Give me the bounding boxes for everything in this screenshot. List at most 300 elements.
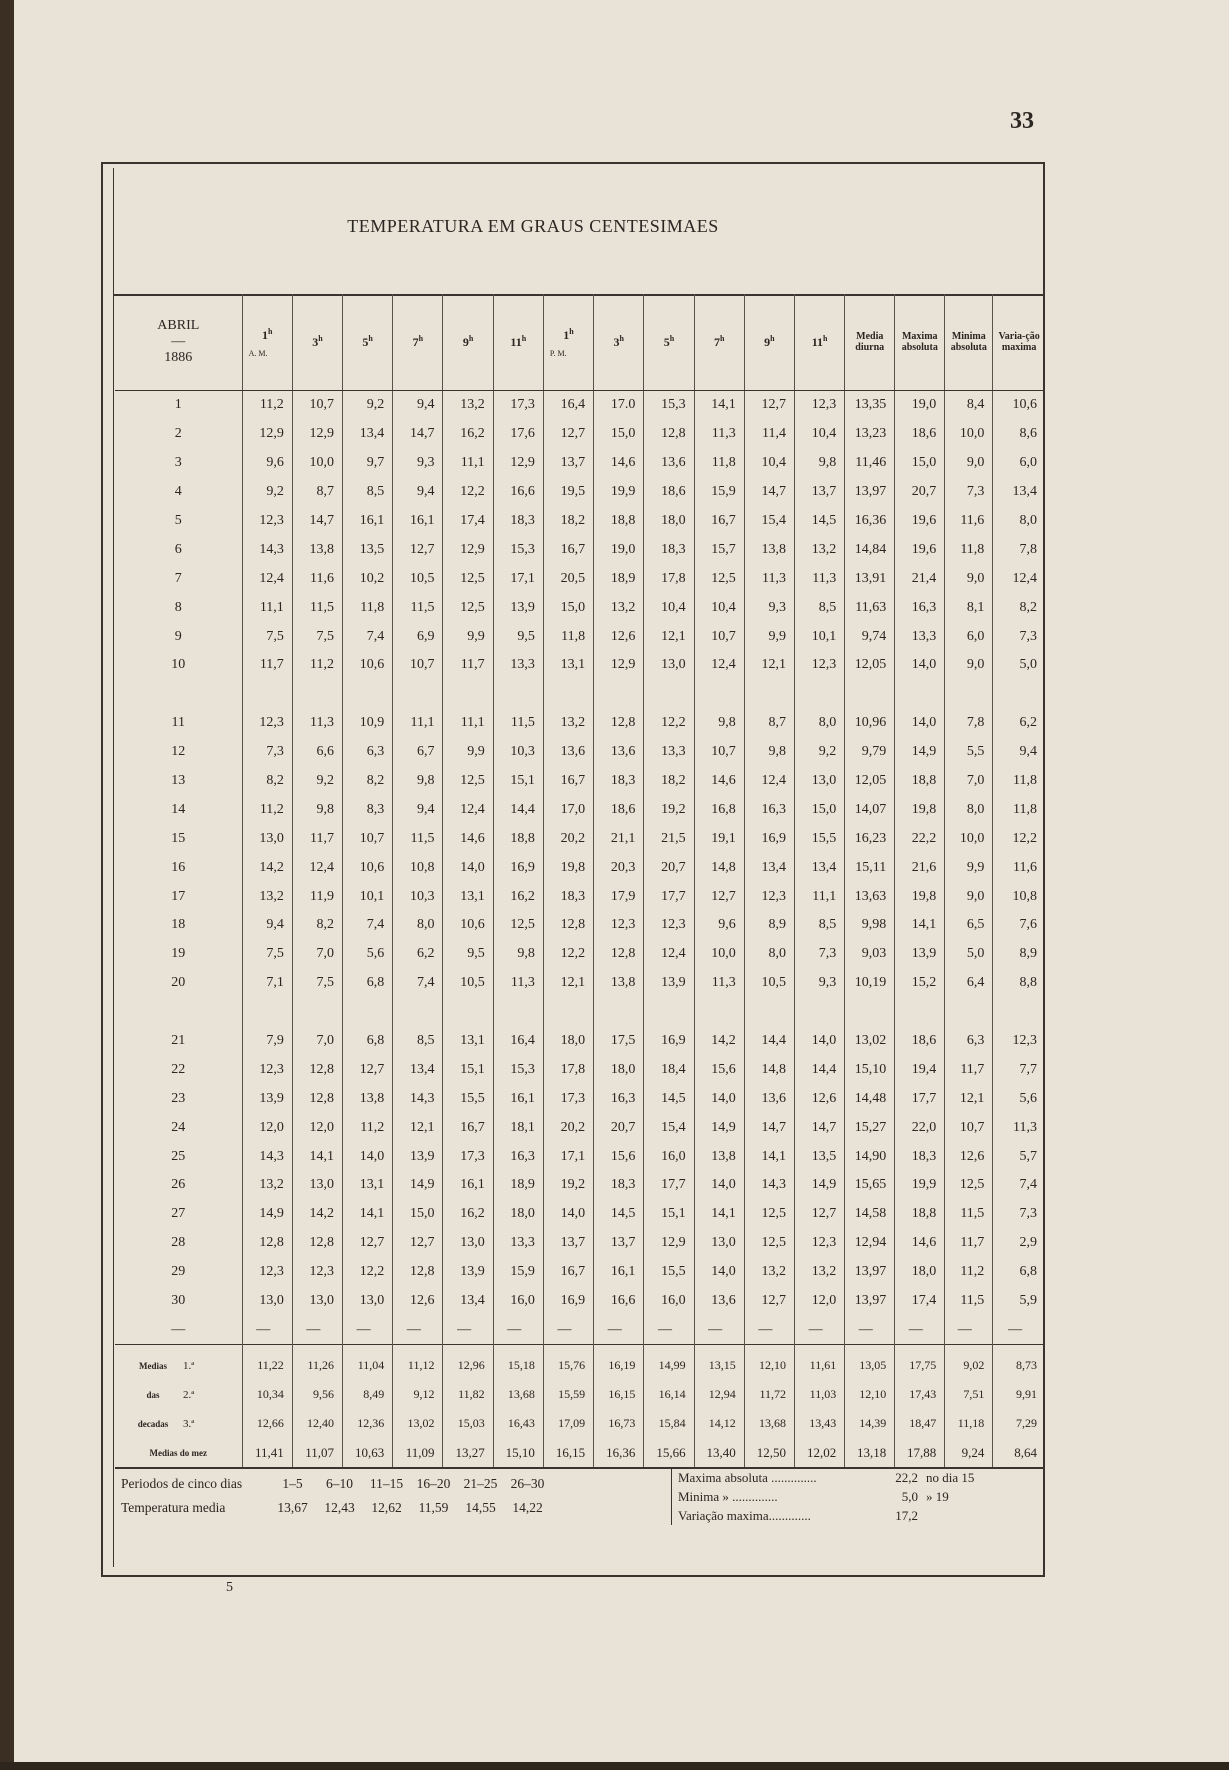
- value-cell: 18,1: [493, 1113, 543, 1142]
- day-cell: 28: [171, 1235, 186, 1251]
- value-cell: 21,6: [895, 853, 945, 882]
- value-cell: 20,5: [543, 564, 593, 593]
- value-cell: 9,9: [443, 738, 493, 767]
- value-cell: 12,8: [393, 1258, 443, 1287]
- period-range: 21–25: [463, 1476, 498, 1491]
- value-cell: 13,63: [845, 882, 895, 911]
- value-cell: 16,2: [493, 882, 543, 911]
- value-cell: 7,3: [945, 478, 993, 507]
- page-title: TEMPERATURA EM GRAUS CENTESIMAES: [347, 216, 719, 236]
- value-cell: 16,3: [744, 795, 794, 824]
- table-frame: [101, 162, 1045, 1577]
- period-temperatures: [269, 1496, 551, 1520]
- hour-suffix: h: [418, 334, 424, 343]
- value-cell: 5,6: [993, 1084, 1045, 1113]
- decade-value-cell: 11,61: [795, 1345, 845, 1380]
- value-cell: 14,84: [845, 535, 895, 564]
- value-cell: 10,0: [292, 449, 342, 478]
- page-bottom-edge: [0, 1762, 1229, 1770]
- value-cell: 12,05: [845, 767, 895, 796]
- value-cell: 17,9: [594, 882, 644, 911]
- value-cell: 18,8: [895, 1200, 945, 1229]
- value-cell: 18,8: [895, 767, 945, 796]
- value-cell: 14,0: [543, 1200, 593, 1229]
- value-cell: 12,7: [744, 391, 794, 420]
- value-cell: 9,79: [845, 738, 895, 767]
- value-cell: 11,6: [292, 564, 342, 593]
- decade-label-word: das: [146, 1389, 160, 1400]
- value-cell: 19,2: [644, 795, 694, 824]
- value-cell: 12,7: [343, 1229, 393, 1258]
- monthly-extremes: [671, 1468, 974, 1525]
- signature-number: 5: [226, 1580, 233, 1595]
- value-cell: 20,2: [543, 824, 593, 853]
- value-cell: 13,2: [242, 882, 292, 911]
- month-mean-cell: 11,09: [393, 1438, 443, 1468]
- extreme-value: 22,2: [895, 1470, 918, 1485]
- value-cell: 13,1: [343, 1171, 393, 1200]
- value-cell: 18,0: [493, 1200, 543, 1229]
- value-cell: 15,4: [744, 507, 794, 536]
- value-cell: 14,0: [895, 709, 945, 738]
- hour-suffix: h: [521, 334, 527, 343]
- value-cell: 18,0: [895, 1258, 945, 1287]
- value-cell: 14,3: [242, 1142, 292, 1171]
- spacer-cell: [343, 998, 393, 1027]
- value-cell: 14,0: [694, 1258, 744, 1287]
- value-cell: 14,1: [694, 391, 744, 420]
- table-body: [115, 391, 1045, 1468]
- header-hour-4: [393, 294, 443, 391]
- value-cell: 12,2: [343, 1258, 393, 1287]
- value-cell: 14,7: [744, 1113, 794, 1142]
- spacer-cell: [744, 998, 794, 1027]
- spacer-cell: [795, 680, 845, 709]
- day-cell: 13: [171, 773, 186, 789]
- value-cell: 9,0: [945, 449, 993, 478]
- value-cell: 12,2: [644, 709, 694, 738]
- decade-value-cell: 9,56: [292, 1380, 342, 1409]
- hour-suffix: h: [770, 334, 775, 343]
- value-cell: 11,5: [945, 1287, 993, 1316]
- value-cell: 13,7: [795, 478, 845, 507]
- value-cell: 11,3: [795, 564, 845, 593]
- spacer-cell: [694, 680, 744, 709]
- value-cell: 17.0: [594, 391, 644, 420]
- spacer-cell: [543, 680, 593, 709]
- value-cell: 17,1: [543, 1142, 593, 1171]
- spacer-cell: [945, 680, 993, 709]
- spacer-cell: [594, 998, 644, 1027]
- value-cell: 13,0: [242, 824, 292, 853]
- book-binding-edge: [0, 0, 14, 1770]
- value-cell: 8,7: [744, 709, 794, 738]
- decade-value-cell: 7,29: [993, 1409, 1045, 1438]
- value-cell: 13,0: [795, 767, 845, 796]
- value-cell: 7,5: [292, 969, 342, 998]
- value-cell: 10,1: [343, 882, 393, 911]
- value-cell: 12,2: [443, 478, 493, 507]
- dash-cell: —: [694, 1316, 744, 1345]
- spacer-cell: [115, 998, 242, 1027]
- spacer-cell: [945, 998, 993, 1027]
- value-cell: 13,0: [343, 1287, 393, 1316]
- value-cell: 15,65: [845, 1171, 895, 1200]
- header-hour-2: [292, 294, 342, 391]
- value-cell: 12,1: [744, 651, 794, 680]
- spacer-cell: [443, 680, 493, 709]
- dash-cell: —: [343, 1316, 393, 1345]
- header-hour-12: [795, 294, 845, 391]
- value-cell: 6,4: [945, 969, 993, 998]
- value-cell: 12,1: [644, 622, 694, 651]
- value-cell: 15,1: [493, 767, 543, 796]
- value-cell: 11,3: [744, 564, 794, 593]
- value-cell: 8,9: [993, 940, 1045, 969]
- spacer-cell: [242, 680, 292, 709]
- value-cell: 13,4: [343, 420, 393, 449]
- value-cell: 9,4: [993, 738, 1045, 767]
- value-cell: 10,7: [292, 391, 342, 420]
- value-cell: 14,3: [393, 1084, 443, 1113]
- value-cell: 11,3: [694, 420, 744, 449]
- day-cell: 23: [171, 1090, 186, 1106]
- value-cell: 14,9: [242, 1200, 292, 1229]
- value-cell: 12,5: [945, 1171, 993, 1200]
- value-cell: 19,2: [543, 1171, 593, 1200]
- value-cell: 13,9: [393, 1142, 443, 1171]
- value-cell: 9,5: [443, 940, 493, 969]
- day-cell: 20: [171, 975, 186, 991]
- page-number: 33: [1010, 108, 1034, 134]
- header-hour-3: [343, 294, 393, 391]
- header-hour-11: [744, 294, 794, 391]
- value-cell: 14,9: [795, 1171, 845, 1200]
- value-cell: 7,8: [945, 709, 993, 738]
- value-cell: 15,5: [644, 1258, 694, 1287]
- inner-border-line: [113, 168, 114, 1567]
- value-cell: 12,7: [795, 1200, 845, 1229]
- value-cell: 16,1: [393, 507, 443, 536]
- value-cell: 15,1: [443, 1055, 493, 1084]
- value-cell: 10,5: [393, 564, 443, 593]
- spacer-cell: [993, 680, 1045, 709]
- value-cell: 13,9: [443, 1258, 493, 1287]
- value-cell: 12,5: [744, 1200, 794, 1229]
- value-cell: 12,3: [242, 709, 292, 738]
- table-row: [115, 1142, 1045, 1171]
- spacer-cell: [845, 998, 895, 1027]
- value-cell: 5,5: [945, 738, 993, 767]
- decade-value-cell: 11,04: [343, 1345, 393, 1380]
- day-cell: 11: [171, 715, 186, 731]
- value-cell: 11,5: [393, 593, 443, 622]
- period-temperature: 14,22: [512, 1500, 543, 1515]
- value-cell: 12,8: [292, 1229, 342, 1258]
- value-cell: 13,3: [644, 738, 694, 767]
- value-cell: 5,0: [945, 940, 993, 969]
- header-media-diurna: Media diurna: [845, 294, 895, 391]
- day-cell: 26: [171, 1177, 186, 1193]
- value-cell: 12,9: [443, 535, 493, 564]
- day-cell: 3: [174, 455, 182, 471]
- period-range: 26–30: [510, 1476, 545, 1491]
- value-cell: 10,5: [443, 969, 493, 998]
- table-row: [115, 853, 1045, 882]
- value-cell: 12,6: [594, 622, 644, 651]
- period-temperature: 13,67: [277, 1500, 308, 1515]
- spacer-cell: [795, 998, 845, 1027]
- decade-value-cell: 16,15: [594, 1380, 644, 1409]
- month-mean-cell: 11,07: [292, 1438, 342, 1468]
- value-cell: 10,0: [945, 824, 993, 853]
- value-cell: 16,0: [493, 1287, 543, 1316]
- value-cell: 14,07: [845, 795, 895, 824]
- decade-ordinal: 2.ª: [183, 1388, 195, 1401]
- table-row: [115, 1113, 1045, 1142]
- value-cell: 9,03: [845, 940, 895, 969]
- value-cell: 14,2: [242, 853, 292, 882]
- hour-suffix: h: [318, 334, 323, 343]
- header-hour-8: [594, 294, 644, 391]
- value-cell: 15,0: [594, 420, 644, 449]
- decade-value-cell: 13,68: [493, 1380, 543, 1409]
- value-cell: 10,7: [694, 622, 744, 651]
- value-cell: 12,8: [644, 420, 694, 449]
- value-cell: 16,6: [594, 1287, 644, 1316]
- value-cell: 14,5: [594, 1200, 644, 1229]
- extreme-detail: no dia 15: [926, 1470, 975, 1485]
- value-cell: 13,6: [644, 449, 694, 478]
- value-cell: 12,5: [443, 593, 493, 622]
- value-cell: 13,02: [845, 1027, 895, 1056]
- value-cell: 6,8: [343, 969, 393, 998]
- value-cell: 10,9: [343, 709, 393, 738]
- period-temperature: 12,62: [371, 1500, 402, 1515]
- value-cell: 14,2: [694, 1027, 744, 1056]
- value-cell: 17,8: [543, 1055, 593, 1084]
- value-cell: 12,9: [644, 1229, 694, 1258]
- period-range: 16–20: [416, 1476, 451, 1491]
- value-cell: 14,1: [895, 911, 945, 940]
- table-row: [115, 507, 1045, 536]
- value-cell: 14,9: [393, 1171, 443, 1200]
- value-cell: 13,23: [845, 420, 895, 449]
- dash-cell: —: [493, 1316, 543, 1345]
- five-day-periods: [121, 1472, 551, 1520]
- period-ranges: [269, 1472, 551, 1496]
- value-cell: 14,3: [242, 535, 292, 564]
- extreme-value: 17,2: [895, 1508, 918, 1523]
- day-cell: 14: [171, 801, 186, 817]
- value-cell: 19,8: [543, 853, 593, 882]
- value-cell: 7,3: [993, 622, 1045, 651]
- table-row: [115, 1171, 1045, 1200]
- value-cell: 6,0: [945, 622, 993, 651]
- value-cell: 10,4: [744, 449, 794, 478]
- value-cell: 13,8: [594, 969, 644, 998]
- decade-value-cell: 11,26: [292, 1345, 342, 1380]
- value-cell: 22,2: [895, 824, 945, 853]
- value-cell: 16,3: [895, 593, 945, 622]
- value-cell: 11,7: [292, 824, 342, 853]
- value-cell: 12,5: [443, 564, 493, 593]
- value-cell: 11,63: [845, 593, 895, 622]
- value-cell: 14,5: [795, 507, 845, 536]
- value-cell: 11,1: [795, 882, 845, 911]
- value-cell: 13,1: [443, 882, 493, 911]
- value-cell: 12,5: [694, 564, 744, 593]
- value-cell: 11,1: [443, 449, 493, 478]
- day-cell: 9: [174, 628, 182, 644]
- table-row: [115, 969, 1045, 998]
- value-cell: 7,4: [993, 1171, 1045, 1200]
- value-cell: 14,3: [744, 1171, 794, 1200]
- spacer-cell: [644, 680, 694, 709]
- day-cell: 30: [171, 1293, 186, 1309]
- decade-value-cell: 15,03: [443, 1409, 493, 1438]
- month-mean-cell: 13,40: [694, 1438, 744, 1468]
- value-cell: 14,1: [744, 1142, 794, 1171]
- value-cell: 11,5: [945, 1200, 993, 1229]
- value-cell: 12,7: [744, 1287, 794, 1316]
- value-cell: 19,9: [594, 478, 644, 507]
- value-cell: 14,58: [845, 1200, 895, 1229]
- decade-mean-row: [115, 1345, 1045, 1380]
- value-cell: 18,0: [594, 1055, 644, 1084]
- value-cell: 13,9: [895, 940, 945, 969]
- value-cell: 11,6: [993, 853, 1045, 882]
- value-cell: 11,1: [242, 593, 292, 622]
- value-cell: 11,7: [945, 1229, 993, 1258]
- value-cell: 12,9: [242, 420, 292, 449]
- period-temperature: 12,43: [324, 1500, 355, 1515]
- table-row: [115, 1084, 1045, 1113]
- decade-value-cell: 18,47: [895, 1409, 945, 1438]
- value-cell: 14,0: [694, 1084, 744, 1113]
- decade-value-cell: 11,82: [443, 1380, 493, 1409]
- value-cell: 16,6: [493, 478, 543, 507]
- value-cell: 8,2: [292, 911, 342, 940]
- value-cell: 10,4: [644, 593, 694, 622]
- spacer-cell: [292, 680, 342, 709]
- decade-value-cell: 12,94: [694, 1380, 744, 1409]
- spacer-cell: [292, 998, 342, 1027]
- value-cell: 8,5: [393, 1027, 443, 1056]
- header-hour-1: [242, 294, 292, 391]
- day-cell: 25: [171, 1148, 186, 1164]
- value-cell: 9,9: [744, 622, 794, 651]
- hour-suffix: h: [719, 334, 725, 343]
- value-cell: 10,8: [393, 853, 443, 882]
- dash-cell: —: [292, 1316, 342, 1345]
- value-cell: 17,3: [543, 1084, 593, 1113]
- value-cell: 12,3: [993, 1027, 1045, 1056]
- spacer-cell: [845, 680, 895, 709]
- value-cell: 15,27: [845, 1113, 895, 1142]
- value-cell: 11,6: [945, 507, 993, 536]
- value-cell: 12,7: [393, 535, 443, 564]
- value-cell: 18,4: [644, 1055, 694, 1084]
- value-cell: 13,4: [393, 1055, 443, 1084]
- value-cell: 12,8: [292, 1055, 342, 1084]
- value-cell: 8,7: [292, 478, 342, 507]
- spacer-cell: [694, 998, 744, 1027]
- value-cell: 12,3: [744, 882, 794, 911]
- month-mean-cell: 15,10: [493, 1438, 543, 1468]
- value-cell: 13,0: [292, 1171, 342, 1200]
- value-cell: 18,6: [644, 478, 694, 507]
- value-cell: 12,9: [493, 449, 543, 478]
- day-cell: 18: [171, 917, 186, 933]
- hour-label: 5: [362, 335, 369, 349]
- value-cell: 16,36: [845, 507, 895, 536]
- value-cell: 11,3: [292, 709, 342, 738]
- value-cell: 8,9: [744, 911, 794, 940]
- month-mean-row: [115, 1438, 1045, 1468]
- extreme-label: Variação maxima.............: [678, 1508, 811, 1523]
- value-cell: 14,7: [795, 1113, 845, 1142]
- value-cell: 16,1: [443, 1171, 493, 1200]
- value-cell: 17,6: [493, 420, 543, 449]
- value-cell: 12,5: [493, 911, 543, 940]
- month-label: ABRIL: [157, 318, 200, 333]
- value-cell: 16,1: [594, 1258, 644, 1287]
- value-cell: 18,6: [594, 795, 644, 824]
- value-cell: 12,6: [393, 1287, 443, 1316]
- value-cell: 8,0: [993, 507, 1045, 536]
- day-cell: 27: [171, 1206, 186, 1222]
- value-cell: 12,8: [594, 940, 644, 969]
- value-cell: 16,7: [694, 507, 744, 536]
- extreme-detail: [918, 1506, 926, 1525]
- value-cell: 15,2: [895, 969, 945, 998]
- value-cell: 9,2: [343, 391, 393, 420]
- spacer-cell: [493, 680, 543, 709]
- value-cell: 11,8: [694, 449, 744, 478]
- value-cell: 13,2: [242, 1171, 292, 1200]
- decade-value-cell: 13,43: [795, 1409, 845, 1438]
- value-cell: 7,7: [993, 1055, 1045, 1084]
- value-cell: 11,2: [945, 1258, 993, 1287]
- value-cell: 14,90: [845, 1142, 895, 1171]
- table-row: [115, 824, 1045, 853]
- extreme-detail: » 19: [926, 1489, 949, 1504]
- value-cell: 12,8: [543, 911, 593, 940]
- hour-label: 3: [613, 335, 620, 349]
- header-hour-10: [694, 294, 744, 391]
- value-cell: 8,6: [993, 420, 1045, 449]
- table-row: [115, 940, 1045, 969]
- spacer-cell: [443, 998, 493, 1027]
- value-cell: 14,2: [292, 1200, 342, 1229]
- hour-label: 9: [764, 335, 771, 349]
- day-cell: 19: [171, 946, 186, 962]
- value-cell: 18,3: [493, 507, 543, 536]
- value-cell: 20,2: [543, 1113, 593, 1142]
- spacer-cell: [115, 680, 242, 709]
- hour-suffix: h: [669, 334, 675, 343]
- table-row: [115, 449, 1045, 478]
- value-cell: 9,8: [744, 738, 794, 767]
- value-cell: 14,4: [744, 1027, 794, 1056]
- decade-value-cell: 11,12: [393, 1345, 443, 1380]
- value-cell: 16,7: [543, 1258, 593, 1287]
- extreme-label: Maxima absoluta ..............: [678, 1470, 817, 1485]
- decade-value-cell: 14,39: [845, 1409, 895, 1438]
- value-cell: 12,4: [292, 853, 342, 882]
- value-cell: 8,0: [744, 940, 794, 969]
